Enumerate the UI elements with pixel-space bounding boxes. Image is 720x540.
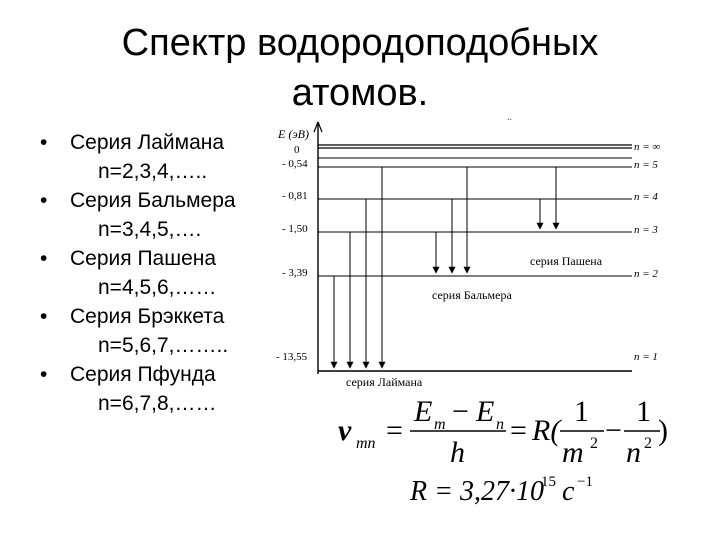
rydberg-unit: c [562,476,575,507]
energy-value: 0 [294,144,300,156]
formula-nu: ν [338,414,352,447]
rydberg-unit-exponent: −1 [577,474,593,490]
energy-axis-label: E (эВ) [278,127,309,141]
energy-value: - 0,54 [282,158,308,170]
frequency-formula [338,395,668,469]
formula-nu-subscript: mn [356,435,376,452]
rydberg-value: R = 3,27·10 [410,476,544,507]
formula-h: h [450,436,465,469]
energy-value: - 3,39 [282,267,308,279]
level-label: n = ∞ [634,141,661,153]
formula-r: R( [532,414,561,447]
series-name: • Серия Пашена [40,244,280,273]
formula-em-subscript: m [434,416,446,433]
level-label: n = 1 [634,351,658,363]
series-levels: n=2,3,4,….. [98,160,208,183]
level-label: n = 3 [634,224,658,236]
formula-one: 1 [636,395,651,428]
lyman-label: серия Лаймана [346,375,423,389]
rydberg-exponent: 15 [541,474,556,490]
rydberg-constant [409,474,593,507]
formula-n: n [626,436,641,469]
series-levels: n=6,7,8,…… [98,392,217,415]
formula-m: m [562,436,584,469]
paschen-label: серия Пашена [530,254,603,268]
title-line-1: Спектр водородоподобных [121,22,599,64]
series-levels: n=5,6,7,…….. [98,334,229,357]
energy-value: - 1,50 [282,223,308,235]
formula-equals: = [510,414,527,447]
formula-en-subscript: n [496,416,504,433]
formula-en: E [476,395,495,428]
series-name: • Серия Пфунда [40,360,280,389]
level-label: n = 4 [634,191,658,203]
formula-minus: − [452,395,469,428]
formula-close-paren: ) [658,414,668,447]
energy-value: - 13,55 [276,351,308,363]
series-levels: n=4,5,6,…… [98,276,217,299]
level-label: n = 2 [634,268,658,280]
series-name: • Серия Лаймана [40,128,280,157]
title-line-2: атомов. [291,72,429,114]
formula-one: 1 [574,395,589,428]
formula-n-exponent: 2 [644,435,652,452]
series-name: • Серия Бальмера [40,186,280,215]
series-name: • Серия Брэккета [40,302,280,331]
formula-equals: = [386,414,403,447]
level-label: n = 5 [634,159,658,171]
formula-m-exponent: 2 [590,435,598,452]
formula-em: E [414,395,433,428]
series-levels: n=3,4,5,…. [98,218,202,241]
formula-minus: − [605,414,622,447]
energy-value: - 0,81 [282,190,308,202]
balmer-label: серия Бальмера [432,288,512,302]
corner-mark: .. [507,112,512,123]
